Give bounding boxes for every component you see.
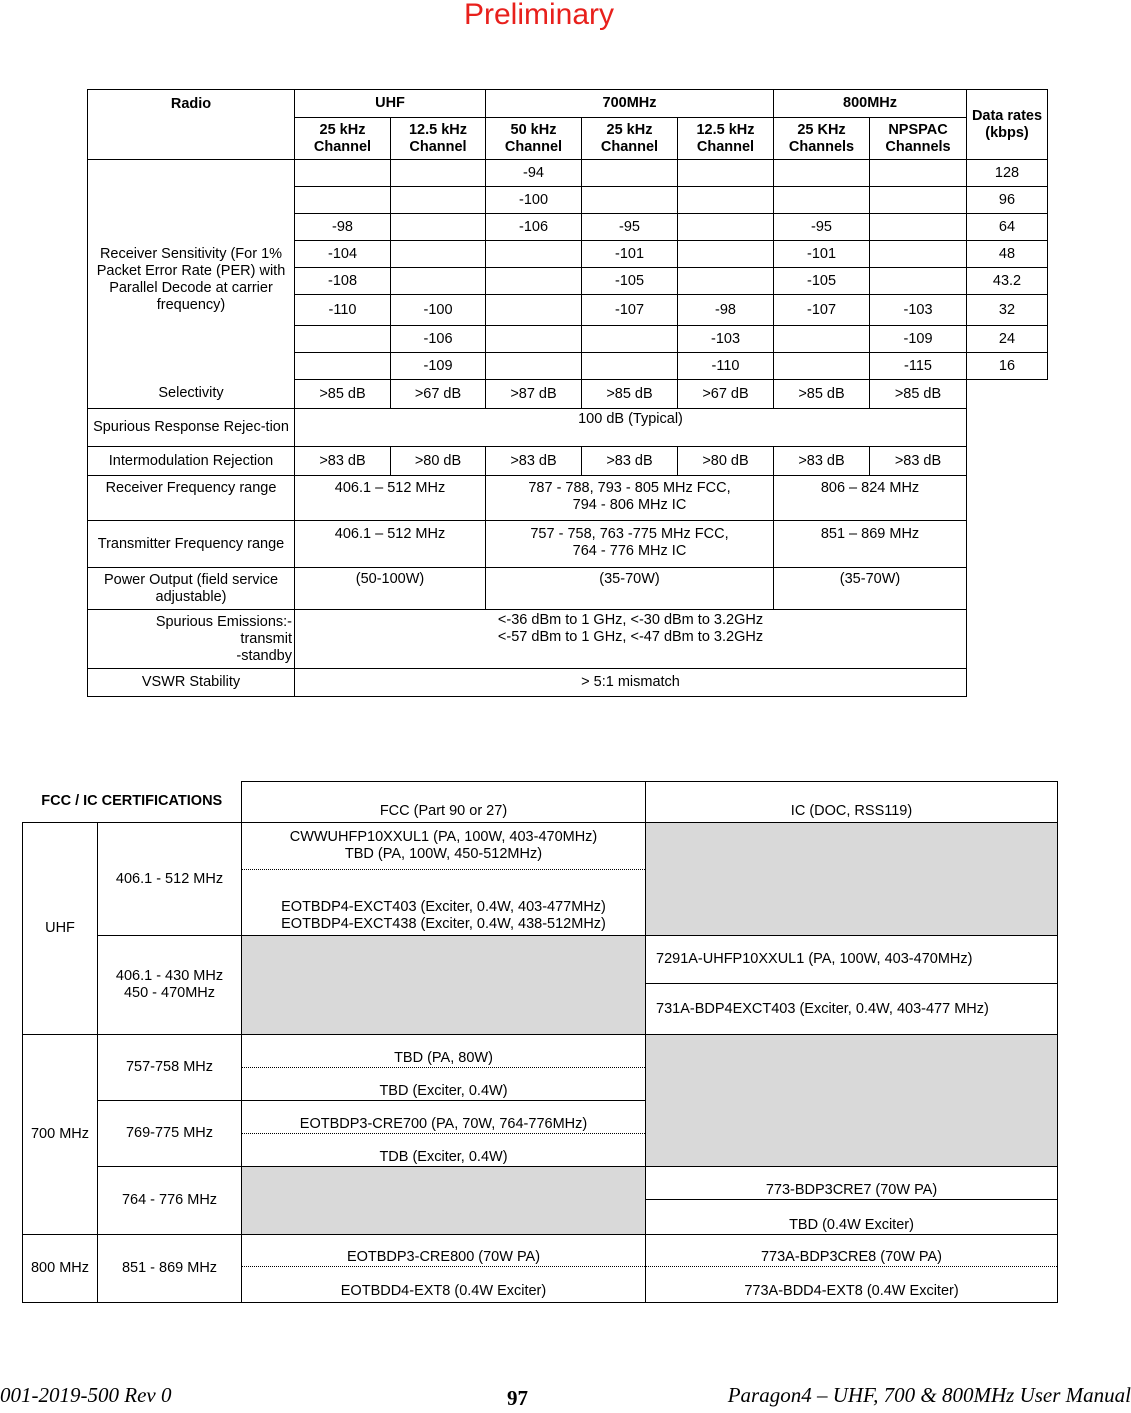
sens-cell: -105 (582, 268, 678, 295)
uhf-fcc-1 (242, 823, 646, 870)
sens-cell (486, 295, 582, 326)
b700-fcc-3: EOTBDP3-CRE700 (PA, 70W, 764-776MHz) (242, 1101, 646, 1134)
uhf-fcc-2-line1: EOTBDP4-EXCT403 (Exciter, 0.4W, 403-477MHz) (281, 899, 606, 915)
b700-fcc-empty (242, 1167, 646, 1235)
cert-header: FCC / IC CERTIFICATIONS (41, 793, 223, 810)
emissions-label-line3: -standby (236, 647, 292, 664)
sens-cell: -95 (582, 214, 678, 241)
certifications-table (22, 781, 1058, 1303)
sens-cell (678, 214, 774, 241)
sens-cell (295, 160, 391, 187)
sens-cell: -100 (391, 295, 486, 326)
sens-cell (391, 241, 486, 268)
uhf-ic-2: 731A-BDP4EXCT403 (Exciter, 0.4W, 403-477 MHz) (646, 984, 1058, 1035)
sens-cell (774, 353, 870, 380)
data-rate: 64 (967, 214, 1048, 241)
sens-cell: -110 (678, 353, 774, 380)
b700-freq-1: 757-758 MHz (98, 1035, 242, 1101)
selectivity-cell: >85 dB (582, 380, 678, 409)
sens-cell (870, 214, 967, 241)
preliminary-watermark: Preliminary (463, 0, 615, 31)
power-label: Power Output (field service adjustable) (88, 568, 295, 610)
intermod-cell: >83 dB (295, 447, 391, 476)
intermod-cell: >83 dB (486, 447, 582, 476)
power-800: (35-70W) (774, 568, 967, 610)
b700-ic-1: 773-BDP3CRE7 (70W PA) (646, 1167, 1058, 1200)
sens-cell: -110 (295, 295, 391, 326)
vswr-label: VSWR Stability (88, 669, 295, 697)
b700-fcc-4: TDB (Exciter, 0.4W) (242, 1134, 646, 1167)
b700-ic-2: TBD (0.4W Exciter) (646, 1200, 1058, 1235)
power-700: (35-70W) (486, 568, 774, 610)
b700-freq-3: 764 - 776 MHz (98, 1167, 242, 1235)
sens-cell (486, 241, 582, 268)
tx-freq-uhf: 406.1 – 512 MHz (295, 521, 486, 568)
sens-cell (295, 187, 391, 214)
intermod-cell: >83 dB (774, 447, 870, 476)
b700-fcc-2: TBD (Exciter, 0.4W) (242, 1068, 646, 1101)
selectivity-cell: >67 dB (678, 380, 774, 409)
doc-number: 001-2019-500 Rev 0 (0, 1383, 172, 1407)
tx-freq-700-line2: 764 - 776 MHz IC (572, 543, 687, 559)
col-700-12-5: 12.5 kHz Channel (678, 118, 774, 160)
sens-cell (678, 160, 774, 187)
b800-ic-2: 773A-BDD4-EXT8 (0.4W Exciter) (646, 1267, 1058, 1303)
emissions-label-line2: transmit (240, 630, 292, 647)
sens-cell (391, 160, 486, 187)
uhf-fcc-1-line1: CWWUHFP10XXUL1 (PA, 100W, 403-470MHz) (289, 829, 598, 845)
sensitivity-label: Receiver Sensitivity (For 1% Packet Error Rate (PER) with Parallel Decode at carrier frequency) (88, 160, 295, 380)
data-rate: 32 (967, 295, 1048, 326)
page-footer (0, 1383, 1131, 1413)
sens-cell (582, 353, 678, 380)
spurious-row (88, 409, 1048, 447)
sens-cell: -100 (486, 187, 582, 214)
sens-cell: -106 (486, 214, 582, 241)
sens-cell (870, 160, 967, 187)
selectivity-cell: >85 dB (870, 380, 967, 409)
header-800mhz: 800MHz (774, 90, 967, 118)
b800-ic-1: 773A-BDP3CRE8 (70W PA) (646, 1235, 1058, 1267)
uhf-fcc-empty (242, 936, 646, 1035)
selectivity-cell: >87 dB (486, 380, 582, 409)
sens-cell: -103 (678, 326, 774, 353)
uhf-ic-empty (646, 823, 1058, 936)
selectivity-cell: >85 dB (295, 380, 391, 409)
data-rate: 43.2 (967, 268, 1048, 295)
sens-row (88, 160, 1048, 187)
sens-cell: -104 (295, 241, 391, 268)
sens-cell (774, 160, 870, 187)
ic-header: IC (DOC, RSS119) (646, 782, 1058, 823)
sens-cell: -106 (391, 326, 486, 353)
sens-cell (678, 268, 774, 295)
sens-cell: -94 (486, 160, 582, 187)
sens-cell (486, 268, 582, 295)
sens-cell (870, 241, 967, 268)
header-data-rates: Data rates (kbps) (967, 90, 1048, 160)
data-rate: 128 (967, 160, 1048, 187)
rx-freq-uhf: 406.1 – 512 MHz (295, 476, 486, 521)
emissions-label (88, 610, 295, 669)
sens-cell (391, 268, 486, 295)
sens-cell: -115 (870, 353, 967, 380)
col-800-npspac: NPSPAC Channels (870, 118, 967, 160)
sens-cell: -107 (582, 295, 678, 326)
uhf-freq-2 (98, 936, 242, 1035)
tx-freq-row (88, 521, 1048, 568)
uhf-fcc-1-line2: TBD (PA, 100W, 450-512MHz) (344, 846, 543, 862)
sens-cell: -101 (774, 241, 870, 268)
sens-cell (774, 326, 870, 353)
emissions-line1: <-36 dBm to 1 GHz, <-30 dBm to 3.2GHz (497, 612, 764, 628)
sens-cell: -109 (870, 326, 967, 353)
radio-spec-table (87, 89, 1048, 697)
data-rate: 96 (967, 187, 1048, 214)
selectivity-label: Selectivity (88, 380, 295, 409)
page-number: 97 (507, 1386, 528, 1410)
emissions-value (295, 610, 967, 669)
band-uhf: UHF (23, 823, 98, 1035)
intermod-cell: >80 dB (391, 447, 486, 476)
col-uhf-12-5: 12.5 kHz Channel (391, 118, 486, 160)
power-uhf: (50-100W) (295, 568, 486, 610)
data-rate: 16 (967, 353, 1048, 380)
spurious-label: Spurious Response Rejec-tion (88, 409, 295, 447)
header-uhf: UHF (295, 90, 486, 118)
sens-cell: -98 (678, 295, 774, 326)
band-700: 700 MHz (23, 1035, 98, 1235)
b800-fcc-1: EOTBDP3-CRE800 (70W PA) (242, 1235, 646, 1267)
sens-cell (486, 353, 582, 380)
rx-freq-700 (486, 476, 774, 521)
sens-cell: -98 (295, 214, 391, 241)
selectivity-row (88, 380, 1048, 409)
b800-freq: 851 - 869 MHz (98, 1235, 242, 1303)
spurious-value: 100 dB (Typical) (295, 409, 967, 447)
rx-freq-700-line1: 787 - 788, 793 - 805 MHz FCC, (528, 480, 731, 496)
sens-cell: -107 (774, 295, 870, 326)
sens-cell (582, 160, 678, 187)
sens-cell: -109 (391, 353, 486, 380)
sens-cell (391, 214, 486, 241)
sens-cell: -101 (582, 241, 678, 268)
uhf-freq-2-line1: 406.1 - 430 MHz (115, 968, 224, 984)
header-700mhz: 700MHz (486, 90, 774, 118)
sens-cell: -95 (774, 214, 870, 241)
intermod-cell: >83 dB (582, 447, 678, 476)
sens-cell (295, 326, 391, 353)
data-rate: 48 (967, 241, 1048, 268)
sens-cell (774, 187, 870, 214)
intermod-cell: >83 dB (870, 447, 967, 476)
data-rate: 24 (967, 326, 1048, 353)
vswr-value: > 5:1 mismatch (295, 669, 967, 697)
col-700-50: 50 kHz Channel (486, 118, 582, 160)
fcc-header: FCC (Part 90 or 27) (242, 782, 646, 823)
sens-cell (295, 353, 391, 380)
selectivity-cell: >67 dB (391, 380, 486, 409)
col-800-25: 25 KHz Channels (774, 118, 870, 160)
rx-freq-700-line2: 794 - 806 MHz IC (572, 497, 687, 513)
sens-cell (486, 326, 582, 353)
tx-freq-800: 851 – 869 MHz (774, 521, 967, 568)
uhf-fcc-2-line2: EOTBDP4-EXCT438 (Exciter, 0.4W, 438-512MHz) (281, 916, 606, 932)
band-800: 800 MHz (23, 1235, 98, 1303)
emissions-label-line1: Spurious Emissions:- (155, 613, 292, 630)
manual-title: Paragon4 – UHF, 700 & 800MHz User Manual (727, 1383, 1131, 1407)
sens-cell: -103 (870, 295, 967, 326)
tx-freq-label: Transmitter Frequency range (88, 521, 295, 568)
uhf-freq-2-line2: 450 - 470MHz (123, 985, 216, 1001)
header-radio: Radio (88, 90, 295, 160)
power-row (88, 568, 1048, 610)
uhf-fcc-2 (242, 870, 646, 936)
col-uhf-25: 25 kHz Channel (295, 118, 391, 160)
sens-cell (391, 187, 486, 214)
rx-freq-row (88, 476, 1048, 521)
vswr-row (88, 669, 1048, 697)
b700-freq-2: 769-775 MHz (98, 1101, 242, 1167)
sens-cell (678, 187, 774, 214)
b800-fcc-2: EOTBDD4-EXT8 (0.4W Exciter) (242, 1267, 646, 1303)
intermod-row (88, 447, 1048, 476)
intermod-cell: >80 dB (678, 447, 774, 476)
emissions-row (88, 610, 1048, 669)
rx-freq-800: 806 – 824 MHz (774, 476, 967, 521)
tx-freq-700 (486, 521, 774, 568)
sens-cell (678, 241, 774, 268)
sens-cell (870, 187, 967, 214)
sens-cell: -108 (295, 268, 391, 295)
selectivity-cell: >85 dB (774, 380, 870, 409)
uhf-ic-1: 7291A-UHFP10XXUL1 (PA, 100W, 403-470MHz) (646, 936, 1058, 984)
sens-cell (582, 187, 678, 214)
emissions-line2: <-57 dBm to 1 GHz, <-47 dBm to 3.2GHz (497, 629, 764, 645)
sens-cell (870, 268, 967, 295)
b700-fcc-1: TBD (PA, 80W) (242, 1035, 646, 1068)
col-700-25: 25 kHz Channel (582, 118, 678, 160)
intermod-label: Intermodulation Rejection (88, 447, 295, 476)
uhf-freq-1: 406.1 - 512 MHz (98, 823, 242, 936)
sens-cell: -105 (774, 268, 870, 295)
b700-ic-empty (646, 1035, 1058, 1167)
rx-freq-label: Receiver Frequency range (88, 476, 295, 521)
sens-cell (582, 326, 678, 353)
tx-freq-700-line1: 757 - 758, 763 -775 MHz FCC, (530, 526, 729, 542)
